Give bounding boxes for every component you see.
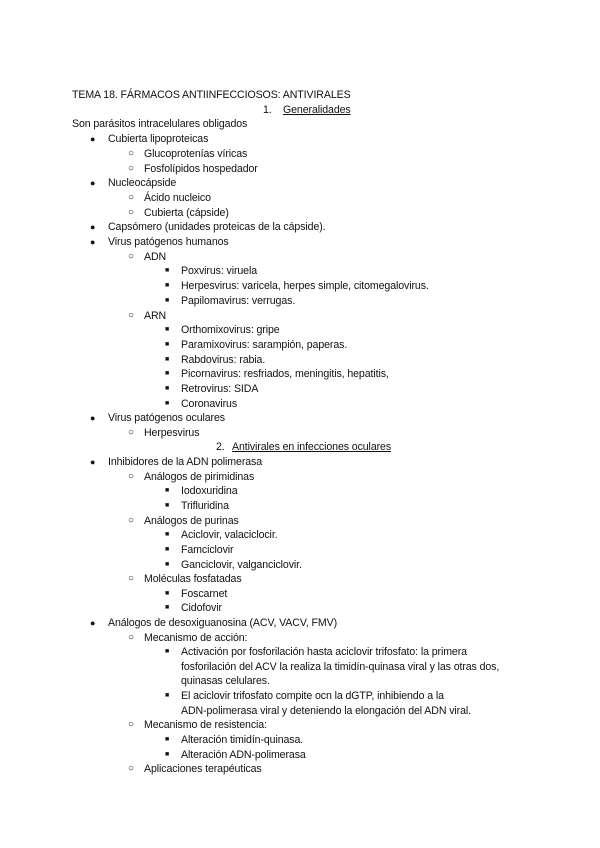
- list-item: Papilomavirus: verrugas.: [181, 295, 296, 307]
- list-item-continuation: quinasas celulares.: [181, 675, 270, 687]
- list-item: Mecanismo de resistencia:: [144, 719, 267, 731]
- bullet-level2: ○: [128, 251, 135, 262]
- list-item: Orthomixovirus: gripe: [181, 324, 280, 336]
- list-item: Cidofovir: [181, 602, 222, 614]
- list-item: El aciclovir trifosfato compite ocn la dGTP, inhibiendo a la: [181, 690, 444, 702]
- bullet-level3: ■: [165, 326, 170, 333]
- list-item: Trifluridina: [181, 500, 229, 512]
- bullet-level2: ○: [128, 719, 135, 730]
- list-item: Análogos de purinas: [144, 515, 239, 527]
- bullet-level3: ■: [165, 751, 170, 758]
- bullet-level3: ■: [165, 370, 170, 377]
- bullet-level1: ●: [90, 457, 96, 467]
- section-2-number: 2.: [216, 441, 225, 453]
- bullet-level3: ■: [165, 502, 170, 509]
- list-item: Fosfolípidos hospedador: [144, 163, 258, 175]
- list-item: Análogos de desoxiguanosina (ACV, VACV, FMV): [108, 617, 337, 629]
- bullet-level3: ■: [165, 736, 170, 743]
- list-item: Aplicaciones terapéuticas: [144, 763, 262, 775]
- list-item-continuation: fosforilación del ACV la realiza la timidín-quinasa viral y las otras dos,: [181, 661, 500, 673]
- bullet-level2: ○: [128, 192, 135, 203]
- bullet-level3: ■: [165, 692, 170, 699]
- bullet-level2: ○: [128, 471, 135, 482]
- list-item: Rabdovirus: rabia.: [181, 354, 266, 366]
- list-item: ARN: [144, 310, 167, 322]
- bullet-level1: ●: [90, 222, 96, 232]
- bullet-level2: ○: [128, 573, 135, 584]
- bullet-level2: ○: [128, 632, 135, 643]
- list-item: Alteración ADN-polimerasa: [181, 749, 306, 761]
- list-item: Cubierta lipoproteicas: [108, 133, 209, 145]
- section-2-heading: Antivirales en infecciones oculares: [232, 441, 392, 453]
- list-item: ADN: [144, 251, 167, 263]
- section-1-heading: Generalidades: [283, 104, 351, 116]
- list-item: Paramixovirus: sarampión, paperas.: [181, 339, 348, 351]
- list-item: Ganciclovir, valganciclovir.: [181, 559, 302, 571]
- list-item: Mecanismo de acción:: [144, 632, 248, 644]
- bullet-level2: ○: [128, 310, 135, 321]
- list-item: Alteración timidín-quinasa.: [181, 734, 304, 746]
- list-item: Ácido nucleico: [144, 192, 211, 204]
- list-item: Aciclovir, valaciclocir.: [181, 529, 278, 541]
- list-item: Virus patógenos humanos: [108, 236, 229, 248]
- list-item: Foscarnet: [181, 588, 228, 600]
- bullet-level3: ■: [165, 561, 170, 568]
- bullet-level3: ■: [165, 590, 170, 597]
- list-item: Retrovirus: SIDA: [181, 383, 259, 395]
- bullet-level3: ■: [165, 400, 170, 407]
- bullet-level2: ○: [128, 207, 135, 218]
- bullet-level1: ●: [90, 413, 96, 423]
- bullet-level2: ○: [128, 163, 135, 174]
- list-item: Capsómero (unidades proteicas de la cápside).: [108, 221, 326, 233]
- list-item: Herpesvirus: varicela, herpes simple, citomegalovirus.: [181, 280, 429, 292]
- document-title: TEMA 18. FÁRMACOS ANTIINFECCIOSOS: ANTIVIRALES: [72, 89, 351, 101]
- bullet-level1: ●: [90, 237, 96, 247]
- bullet-level3: ■: [165, 487, 170, 494]
- list-item: Glucoprotenías víricas: [144, 148, 248, 160]
- bullet-level3: ■: [165, 341, 170, 348]
- list-item: Iodoxuridina: [181, 485, 238, 497]
- list-item: Cubierta (cápside): [144, 207, 229, 219]
- bullet-level3: ■: [165, 531, 170, 538]
- intro-text: Son parásitos intracelulares obligados: [72, 118, 248, 130]
- bullet-level2: ○: [128, 427, 135, 438]
- list-item: Herpesvirus: [144, 427, 200, 439]
- bullet-level3: ■: [165, 267, 170, 274]
- list-item: Picornavirus: resfriados, meningitis, hepatitis,: [181, 368, 389, 380]
- bullet-level1: ●: [90, 134, 96, 144]
- bullet-level1: ●: [90, 618, 96, 628]
- list-item: Moléculas fosfatadas: [144, 573, 242, 585]
- list-item: Nucleocápside: [108, 177, 177, 189]
- list-item: Coronavirus: [181, 398, 238, 410]
- bullet-level3: ■: [165, 282, 170, 289]
- bullet-level3: ■: [165, 385, 170, 392]
- list-item: Virus patógenos oculares: [108, 412, 225, 424]
- bullet-level3: ■: [165, 297, 170, 304]
- bullet-level2: ○: [128, 763, 135, 774]
- list-item: Poxvirus: viruela: [181, 265, 258, 277]
- list-item: Inhibidores de la ADN polimerasa: [108, 456, 263, 468]
- bullet-level3: ■: [165, 604, 170, 611]
- list-item: Famciclovir: [181, 544, 234, 556]
- bullet-level2: ○: [128, 515, 135, 526]
- bullet-level1: ●: [90, 178, 96, 188]
- bullet-level3: ■: [165, 546, 170, 553]
- list-item: Análogos de pirimidinas: [144, 471, 255, 483]
- list-item: Activación por fosforilación hasta aciclovir trifosfato: la primera: [181, 646, 467, 658]
- bullet-level3: ■: [165, 648, 170, 655]
- bullet-level3: ■: [165, 356, 170, 363]
- bullet-level2: ○: [128, 148, 135, 159]
- section-1-number: 1.: [263, 104, 272, 116]
- list-item-continuation: ADN-polimerasa viral y deteniendo la elongación del ADN viral.: [181, 705, 471, 717]
